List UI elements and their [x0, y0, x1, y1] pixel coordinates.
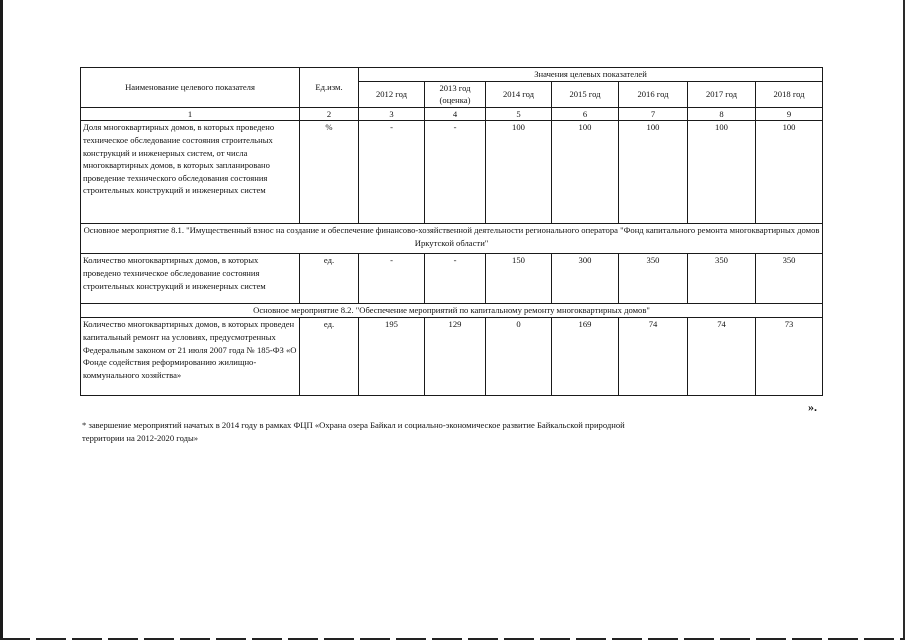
- header-year: 2016 год: [619, 81, 688, 107]
- column-number: 7: [619, 107, 688, 121]
- indicator-name: Количество многоквартирных домов, в которых проведено техническое обследование состояния строительных конструкций и инженерных систем: [81, 254, 300, 304]
- indicator-value: 169: [552, 318, 619, 396]
- indicator-value: 150: [486, 254, 552, 304]
- indicator-value: 73: [756, 318, 823, 396]
- indicator-value: 74: [688, 318, 756, 396]
- header-year: 2017 год: [688, 81, 756, 107]
- section-row: [81, 304, 823, 318]
- column-number: 9: [756, 107, 823, 121]
- header-year: 2013 год (оценка): [425, 81, 486, 107]
- column-number: 3: [359, 107, 425, 121]
- column-number-row: [81, 107, 823, 121]
- indicator-name: Количество многоквартирных домов, в которых проведен капитальный ремонт на условиях, предусмотренных Федеральным законом от 21 июля 2007 года № 185-ФЗ «О Фонде содействия реформированию жилищно-коммунального хозяйства»: [81, 318, 300, 396]
- header-unit: Ед.изм.: [300, 68, 359, 108]
- column-number: 5: [486, 107, 552, 121]
- scan-edge-left: [0, 0, 3, 640]
- column-number: 2: [300, 107, 359, 121]
- section-row: [81, 224, 823, 254]
- indicator-value: 129: [425, 318, 486, 396]
- column-number: 1: [81, 107, 300, 121]
- indicator-unit: ед.: [300, 254, 359, 304]
- indicator-value: 350: [756, 254, 823, 304]
- section-title: Основное мероприятие 8.1. "Имущественный взнос на создание и обеспечение финансово-хозяйственной деятельности регионального оператора "Фонд капитального ремонта многоквартирных домов Иркутской области": [81, 224, 823, 254]
- column-number: 8: [688, 107, 756, 121]
- indicator-name: Доля многоквартирных домов, в которых проведено техническое обследование состояния строительных конструкций и инженерных систем, от числа многоквартирных домов, в которых запланировано проведение технического обследования состояния строительных конструкций и инженерных систем: [81, 121, 300, 224]
- header-indicator-name: Наименование целевого показателя: [81, 68, 300, 108]
- footnote: * завершение мероприятий начатых в 2014 году в рамках ФЦП «Охрана озера Байкал и социально-экономическое развитие Байкальской природной территории на 2012-2020 годы»: [82, 420, 625, 443]
- table-row: [81, 318, 823, 396]
- indicator-value: 100: [552, 121, 619, 224]
- column-number: 6: [552, 107, 619, 121]
- header-row-1: [81, 68, 823, 82]
- indicator-value: -: [425, 254, 486, 304]
- indicator-value: -: [359, 254, 425, 304]
- indicator-value: 100: [619, 121, 688, 224]
- indicator-value: 100: [688, 121, 756, 224]
- indicator-value: 100: [756, 121, 823, 224]
- indicator-value: -: [425, 121, 486, 224]
- header-year: 2012 год: [359, 81, 425, 107]
- indicator-value: 300: [552, 254, 619, 304]
- table-row: [81, 121, 823, 224]
- closing-quote-mark: ».: [808, 400, 817, 414]
- header-year: 2018 год: [756, 81, 823, 107]
- target-indicators-table: [80, 67, 823, 396]
- header-values-group: Значения целевых показателей: [359, 68, 823, 82]
- header-year: 2014 год: [486, 81, 552, 107]
- indicator-value: 74: [619, 318, 688, 396]
- column-number: 4: [425, 107, 486, 121]
- indicator-value: 350: [688, 254, 756, 304]
- header-year: 2015 год: [552, 81, 619, 107]
- table-row: [81, 254, 823, 304]
- indicator-value: 100: [486, 121, 552, 224]
- indicator-unit: %: [300, 121, 359, 224]
- indicator-value: 195: [359, 318, 425, 396]
- indicator-value: -: [359, 121, 425, 224]
- indicator-value: 0: [486, 318, 552, 396]
- indicator-value: 350: [619, 254, 688, 304]
- indicator-unit: ед.: [300, 318, 359, 396]
- section-title: Основное мероприятие 8.2. "Обеспечение мероприятий по капитальному ремонту многоквартирных домов": [81, 304, 823, 318]
